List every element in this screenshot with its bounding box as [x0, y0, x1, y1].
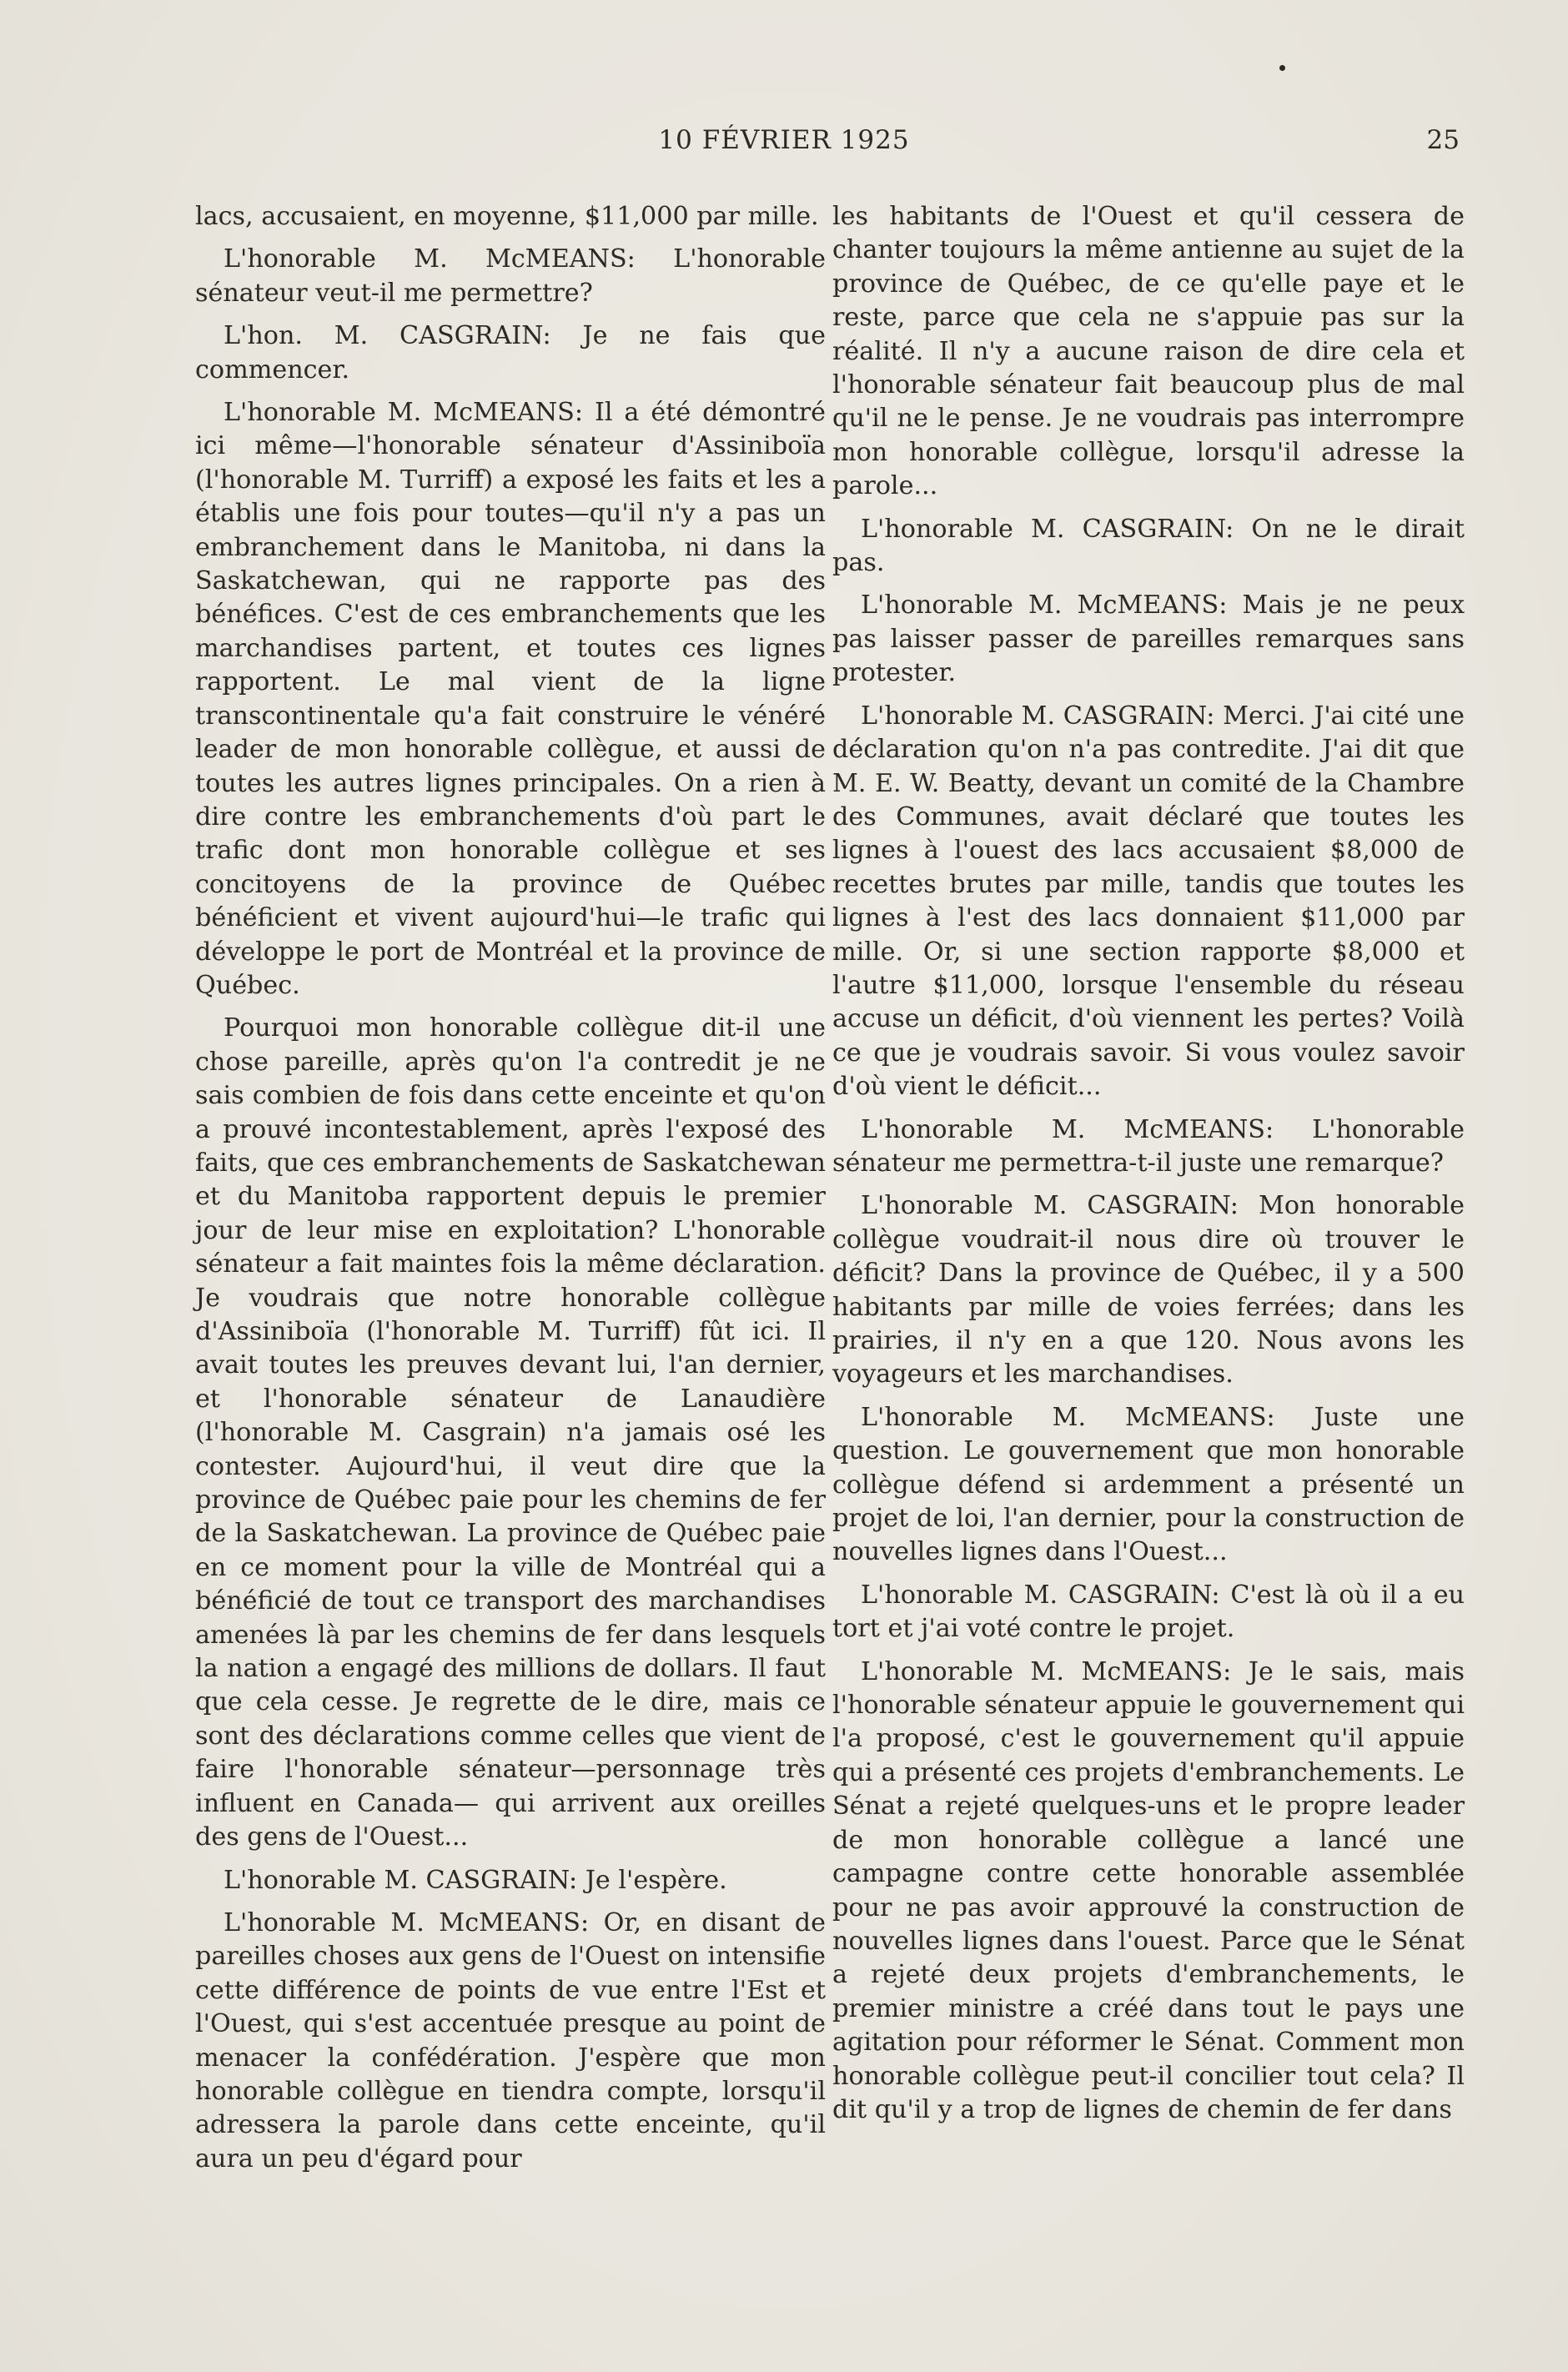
paragraph: lacs, accusaient, en moyenne, $11,000 par mille. [195, 202, 819, 231]
paragraph: L'hon. M. CASGRAIN: Je ne fais que commencer. [195, 321, 826, 384]
paragraph: L'honorable M. McMEANS: Or, en disant de pareilles choses aux gens de l'Ouest on intensifie cette différence de points de vue entre l'Est et l'Ouest, qui s'est accentuée presque au point de menacer la confédération. J'espère que mon honorable collègue en tiendra compte, lorsqu'il adressera la parole dans cette enceinte, qu'il aura un peu d'égard pour [195, 1907, 826, 2173]
paragraph: L'honorable M. McMEANS: Je le sais, mais l'honorable sénateur appuie le gouvernement qui l'a proposé, c'est le gouvernement qu'il appuie qui a présenté ces projets d'embranchements. Le Sénat a rejeté quelques-uns et le propre leader de mon honorable collègue a lancé une campagne contre cette honorable assemblée pour ne pas avoir approuvé la construction de nouvelles lignes dans l'ouest. Parce que le Sénat a rejeté deux projets d'embranchements, le premier ministre a créé dans tout le pays une agitation pour réformer le Sénat. Comment mon honorable collègue peut-il concilier tout cela? Il dit qu'il y a trop de lignes de chemin de fer dans [832, 1656, 1465, 2124]
paragraph: L'honorable M. CASGRAIN: C'est là où il a eu tort et j'ai voté contre le projet. [832, 1580, 1465, 1644]
header-date: 10 FÉVRIER 1925 [658, 125, 910, 155]
paragraph: Pourquoi mon honorable collègue dit-il une chose pareille, après qu'on l'a contredit je ne sais combien de fois dans cette enceinte et qu'on a prouvé incontestablement, après l'exposé des faits, que ces embranchements de Saskatchewan et du Manitoba rapportent depuis le premier jour de leur mise en exploitation? L'honorable sénateur a fait maintes fois la même déclaration. Je voudrais que notre honorable collègue d'Assiniboïa (l'honorable M. Turriff) fût ici. Il avait toutes les preuves devant lui, l'an dernier, et l'honorable sénateur de Lanaudière (l'honorable M. Casgrain) n'a jamais osé les contester. Aujourd'hui, il veut dire que la province de Québec paie pour les chemins de fer de la Saskatchewan. La province de Québec paie en ce moment pour la ville de Montréal qui a bénéficié de tout ce transport des marchandises amenées là par les chemins de fer dans lesquels la nation a engagé des millions de dollars. Il faut que cela cesse. Je regrette de le dire, mais ce sont des déclarations comme celles que vient de faire l'honorable sénateur—personnage très influent en Canada— qui arrivent aux oreilles des gens de l'Ouest... [195, 1013, 826, 1852]
scan-speck [1279, 65, 1285, 71]
right-column [832, 200, 1465, 2136]
page-header [0, 125, 1568, 167]
left-column [195, 200, 826, 2185]
paragraph: L'honorable M. McMEANS: Mais je ne peux pas laisser passer de pareilles remarques sans protester. [832, 590, 1465, 688]
paragraph: L'honorable M. CASGRAIN: On ne le dirait pas. [832, 514, 1465, 578]
paragraph: L'honorable M. McMEANS: L'honorable sénateur me permettra-t-il juste une remarque? [832, 1114, 1465, 1178]
paragraph: les habitants de l'Ouest et qu'il cessera de chanter toujours la même antienne au sujet de la province de Québec, de ce qu'elle paye et le reste, parce que cela ne s'appuie pas sur la réalité. Il n'y a aucune raison de dire cela et l'honorable sénateur fait beaucoup plus de mal qu'il ne le pense. Je ne voudrais pas interrompre mon honorable collègue, lorsqu'il adresse la parole... [832, 202, 1465, 501]
paragraph: L'honorable M. CASGRAIN: Mon honorable collègue voudrait-il nous dire où trouver le déficit? Dans la province de Québec, il y a 500 habitants par mille de voies ferrées; dans les prairies, il n'y en a que 120. Nous avons les voyageurs et les marchandises. [832, 1191, 1465, 1390]
paragraph: L'honorable M. CASGRAIN: Je l'espère. [224, 1865, 727, 1895]
paragraph: L'honorable M. CASGRAIN: Merci. J'ai cité une déclaration qu'on n'a pas contredite. J'ai dit que M. E. W. Beatty, devant un comité de la Chambre des Communes, avait déclaré que toutes les lignes à l'ouest des lacs accusaient $8,000 de recettes brutes par mille, tandis que toutes les lignes à l'est des lacs donnaient $11,000 par mille. Or, si une section rapporte $8,000 et l'autre $11,000, lorsque l'ensemble du réseau accuse un déficit, d'où viennent les pertes? Voilà ce que je voudrais savoir. Si vous voulez savoir d'où vient le déficit... [832, 701, 1465, 1102]
paragraph: L'honorable M. McMEANS: L'honorable sénateur veut-il me permettre? [195, 244, 826, 308]
paragraph: L'honorable M. McMEANS: Juste une question. Le gouvernement que mon honorable collègue défend si ardemment a présenté un projet de loi, l'an dernier, pour la construction de nouvelles lignes dans l'Ouest... [832, 1402, 1465, 1567]
paragraph: L'honorable M. McMEANS: Il a été démontré ici même—l'honorable sénateur d'Assiniboïa (l'honorable M. Turriff) a exposé les faits et les a établis une fois pour toutes—qu'il n'y a pas un embranchement dans le Manitoba, ni dans la Saskatchewan, qui ne rapporte pas des bénéfices. C'est de ces embranchements que les marchandises partent, et toutes ces lignes rapportent. Le mal vient de la ligne transcontinentale qu'a fait construire le vénéré leader de mon honorable collègue, et aussi de toutes les autres lignes principales. On a rien à dire contre les embranchements d'où part le trafic dont mon honorable collègue et ses concitoyens de la province de Québec bénéficient et vivent aujourd'hui—le trafic qui développe le port de Montréal et la province de Québec. [195, 398, 826, 1000]
page-number: 25 [1426, 125, 1460, 155]
